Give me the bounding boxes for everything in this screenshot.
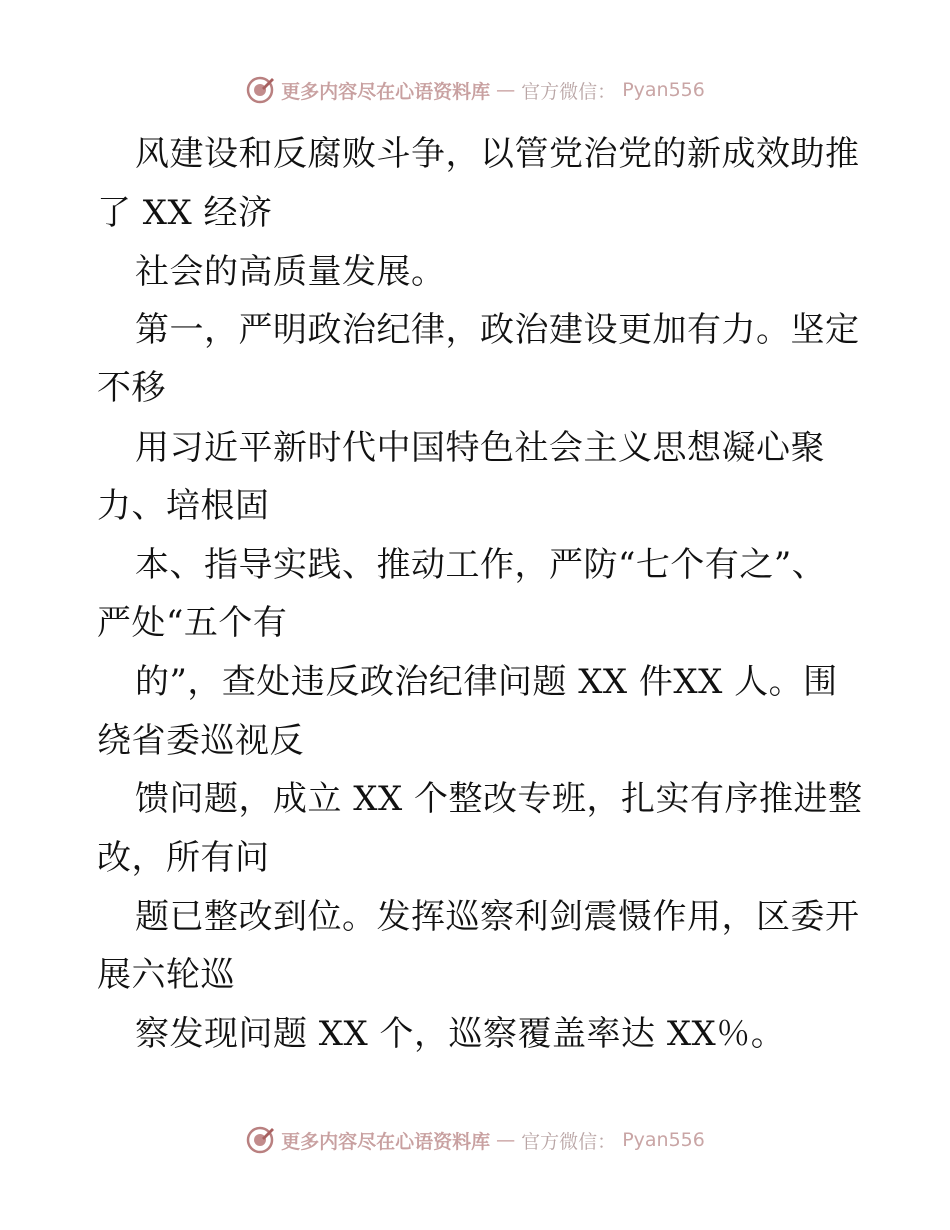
text-line: 的”，查处违反政治纪律问题 XX 件XX 人。围 [135, 662, 838, 702]
footer-watermark [0, 1120, 950, 1160]
watermark-dash: — [496, 1129, 516, 1151]
watermark-wechat-label: 官方微信： [521, 80, 617, 103]
watermark-brand: 更多内容尽在心语资料库 [281, 80, 491, 103]
text-line: 绕省委巡视反 [97, 721, 304, 761]
text-line: 严处“五个有 [97, 603, 288, 643]
text-line: 察发现问题 XX 个，巡察覆盖率达 XX％。 [135, 1014, 786, 1054]
text-line: 第一，严明政治纪律，政治建设更加有力。坚定 [135, 310, 860, 350]
watermark-wechat-id: Pyan556 [622, 1129, 705, 1151]
text-line: 力、培根固 [97, 486, 270, 526]
text-line: 了 XX 经济 [97, 193, 273, 233]
watermark-wechat-id: Pyan556 [622, 79, 705, 101]
text-line: 风建设和反腐败斗争，以管党治党的新成效助推 [135, 134, 860, 174]
text-line: 题已整改到位。发挥巡察利剑震慑作用，区委开 [135, 897, 860, 937]
watermark-wechat-label: 官方微信： [521, 1130, 617, 1153]
text-line: 馈问题，成立 XX 个整改专班，扎实有序推进整 [135, 779, 863, 819]
text-line: 本、指导实践、推动工作，严防“七个有之”、 [135, 545, 827, 585]
text-line: 改，所有问 [97, 838, 270, 878]
watermark-brand: 更多内容尽在心语资料库 [281, 1130, 491, 1153]
watermark-dash: — [496, 79, 516, 101]
text-line: 展六轮巡 [97, 955, 235, 995]
text-line: 社会的高质量发展。 [135, 252, 446, 292]
text-line: 不移 [97, 368, 166, 408]
text-line: 用习近平新时代中国特色社会主义思想凝心聚 [135, 428, 825, 468]
pen-logo-icon [245, 1125, 275, 1155]
